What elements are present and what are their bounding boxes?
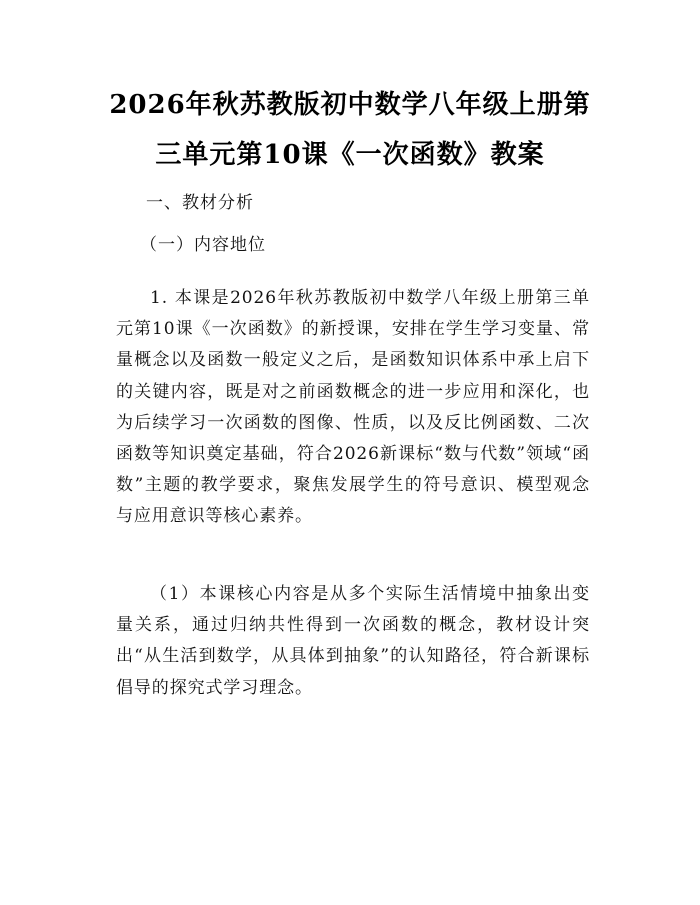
section-heading: 一、教材分析 (146, 193, 254, 213)
body-paragraph: 1. 本课是2026年秋苏教版初中数学八年级上册第三单元第10课《一次函数》的新授课，安排在学生学习变量、常量概念以及函数一般定义之后，是函数知识体系中承上启下的关键内容，既是对之前函数概念的进一步应用和深化，也为后续学习一次函数的图像、性质，以及反比例函数、二次函数等知识奠定基础，符合2026新课标“数与代数”领域“函数”主题的教学要求，聚焦发展学生的符号意识、模型观念与应用意识等核心素养。 (116, 288, 590, 527)
subsection-heading: （一）内容地位 (140, 235, 266, 255)
body-paragraph: （1）本课核心内容是从多个实际生活情境中抽象出变量关系，通过归纳共性得到一次函数的概念，教材设计突出“从生活到数学，从具体到抽象”的认知路径，符合新课标倡导的探究式学习理念。 (116, 584, 590, 698)
document-title: 2026年秋苏教版初中数学八年级上册第三单元第10课《一次函数》教案 (109, 90, 591, 170)
